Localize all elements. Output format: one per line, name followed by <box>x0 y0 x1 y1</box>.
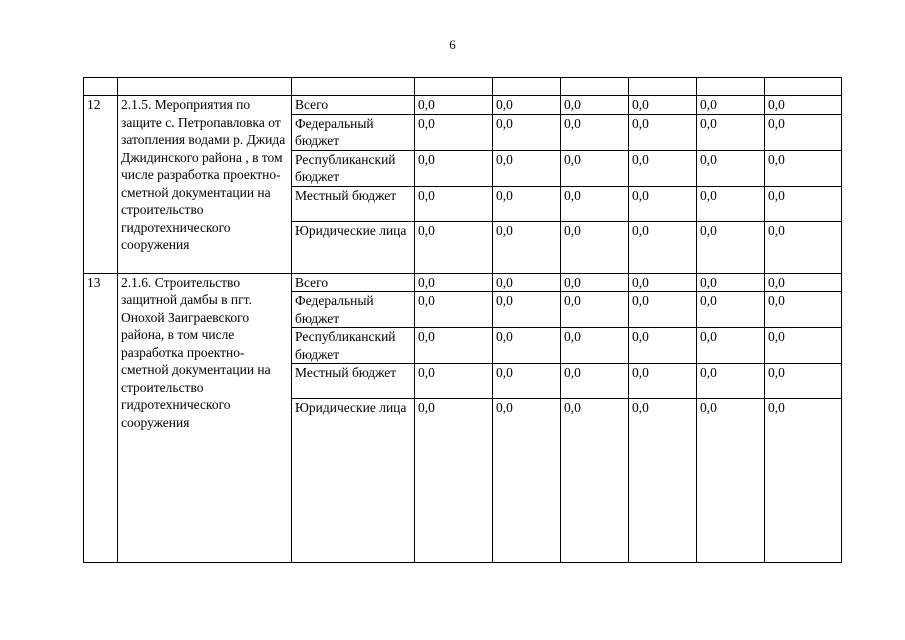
value-cell: 0,0 <box>765 399 842 563</box>
value-cell: 0,0 <box>697 273 765 292</box>
value-cell: 0,0 <box>415 114 493 150</box>
value-cell: 0,0 <box>629 114 697 150</box>
value-cell: 0,0 <box>765 328 842 364</box>
value-cell: 0,0 <box>415 186 493 221</box>
table-row <box>84 273 842 292</box>
value-cell: 0,0 <box>561 328 629 364</box>
value-cell: 0,0 <box>415 96 493 115</box>
value-cell: 0,0 <box>629 273 697 292</box>
value-cell: 0,0 <box>697 150 765 186</box>
header-cell <box>561 78 629 96</box>
value-cell: 0,0 <box>561 96 629 115</box>
value-cell: 0,0 <box>697 96 765 115</box>
page-number: 6 <box>449 37 456 52</box>
value-cell: 0,0 <box>697 364 765 399</box>
value-cell: 0,0 <box>629 150 697 186</box>
header-cell <box>292 78 415 96</box>
header-cell <box>84 78 118 96</box>
value-cell: 0,0 <box>765 150 842 186</box>
value-cell: 0,0 <box>493 186 561 221</box>
value-cell: 0,0 <box>629 186 697 221</box>
value-cell: 0,0 <box>697 114 765 150</box>
row-number: 13 <box>84 273 118 563</box>
value-cell: 0,0 <box>415 328 493 364</box>
header-cell <box>697 78 765 96</box>
value-cell: 0,0 <box>629 221 697 273</box>
value-cell: 0,0 <box>765 273 842 292</box>
value-cell: 0,0 <box>765 114 842 150</box>
measure-name: 2.1.5. Мероприятия по защите с. Петропавловка от затопления водами р. Джида Джидинского района , в том числе разработка проектно-сметной документации на строительство гидротехнического сооружения <box>118 96 292 274</box>
value-cell: 0,0 <box>415 273 493 292</box>
value-cell: 0,0 <box>493 221 561 273</box>
funding-source: Местный бюджет <box>292 186 415 221</box>
value-cell: 0,0 <box>765 186 842 221</box>
header-cell <box>493 78 561 96</box>
funding-source: Республиканский бюджет <box>292 150 415 186</box>
funding-source: Республиканский бюджет <box>292 328 415 364</box>
value-cell: 0,0 <box>561 114 629 150</box>
value-cell: 0,0 <box>561 292 629 328</box>
value-cell: 0,0 <box>493 150 561 186</box>
value-cell: 0,0 <box>415 292 493 328</box>
value-cell: 0,0 <box>493 96 561 115</box>
value-cell: 0,0 <box>493 399 561 563</box>
value-cell: 0,0 <box>493 292 561 328</box>
value-cell: 0,0 <box>629 364 697 399</box>
value-cell: 0,0 <box>765 292 842 328</box>
value-cell: 0,0 <box>561 221 629 273</box>
value-cell: 0,0 <box>697 399 765 563</box>
measure-name: 2.1.6. Строительство защитной дамбы в пгт. Онохой Заиграевского района, в том числе разработка проектно-сметной документации на строительство гидротехнического сооружения <box>118 273 292 563</box>
value-cell: 0,0 <box>415 221 493 273</box>
value-cell: 0,0 <box>765 96 842 115</box>
value-cell: 0,0 <box>493 114 561 150</box>
funding-source: Всего <box>292 273 415 292</box>
value-cell: 0,0 <box>493 364 561 399</box>
header-cell <box>118 78 292 96</box>
value-cell: 0,0 <box>629 399 697 563</box>
row-number: 12 <box>84 96 118 274</box>
funding-source: Федеральный бюджет <box>292 114 415 150</box>
value-cell: 0,0 <box>415 399 493 563</box>
value-cell: 0,0 <box>629 292 697 328</box>
value-cell: 0,0 <box>697 186 765 221</box>
table-row <box>84 96 842 115</box>
funding-source: Местный бюджет <box>292 364 415 399</box>
header-cell <box>765 78 842 96</box>
value-cell: 0,0 <box>629 96 697 115</box>
value-cell: 0,0 <box>415 150 493 186</box>
value-cell: 0,0 <box>561 364 629 399</box>
value-cell: 0,0 <box>765 364 842 399</box>
value-cell: 0,0 <box>629 328 697 364</box>
value-cell: 0,0 <box>493 328 561 364</box>
value-cell: 0,0 <box>765 221 842 273</box>
value-cell: 0,0 <box>415 364 493 399</box>
value-cell: 0,0 <box>561 273 629 292</box>
header-cell <box>629 78 697 96</box>
value-cell: 0,0 <box>561 186 629 221</box>
value-cell: 0,0 <box>561 150 629 186</box>
value-cell: 0,0 <box>493 273 561 292</box>
budget-table <box>83 77 842 563</box>
value-cell: 0,0 <box>697 328 765 364</box>
value-cell: 0,0 <box>697 292 765 328</box>
funding-source: Всего <box>292 96 415 115</box>
header-row <box>84 78 842 96</box>
funding-source: Федеральный бюджет <box>292 292 415 328</box>
funding-source: Юридические лица <box>292 399 415 563</box>
value-cell: 0,0 <box>697 221 765 273</box>
funding-source: Юридические лица <box>292 221 415 273</box>
value-cell: 0,0 <box>561 399 629 563</box>
header-cell <box>415 78 493 96</box>
